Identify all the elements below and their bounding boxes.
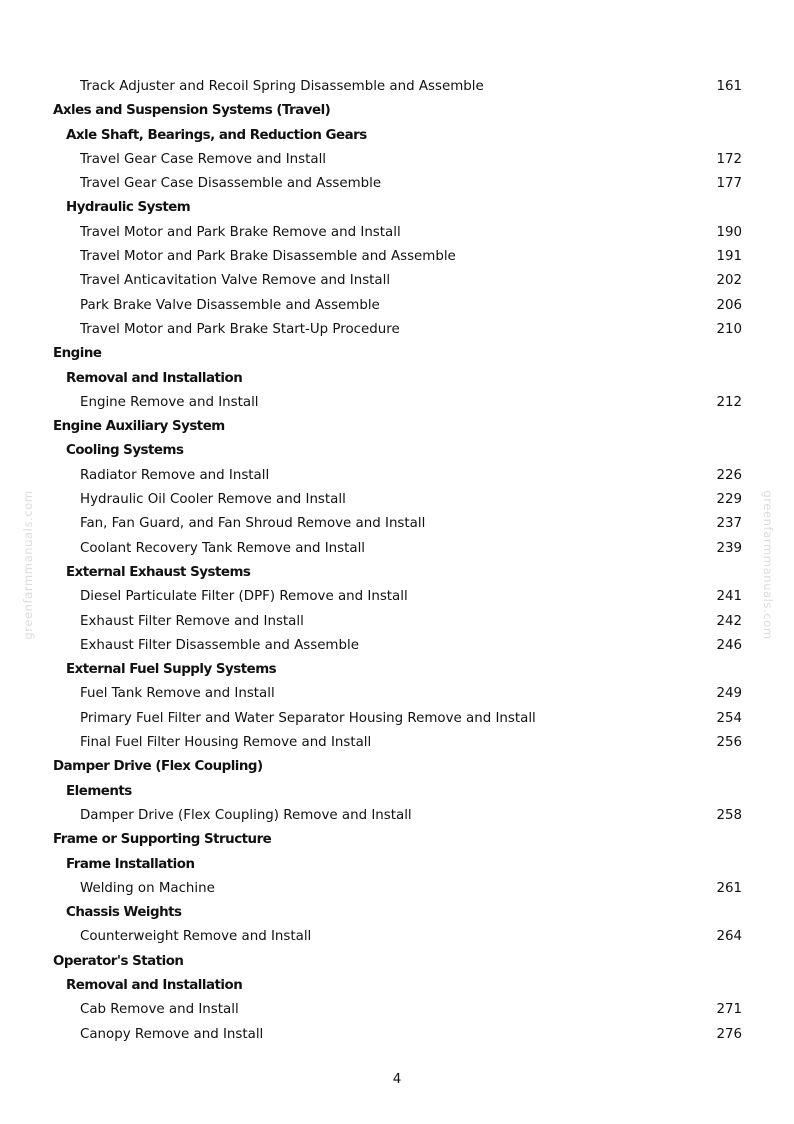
toc-entry[interactable]	[0, 464, 794, 488]
toc-entry-page: 256	[716, 735, 742, 751]
toc-entry-page: 239	[716, 540, 742, 556]
toc-entry[interactable]	[0, 172, 794, 196]
toc-entry-title: Travel Motor and Park Brake Start-Up Procedure	[80, 321, 400, 337]
toc-entry-title: Frame Installation	[66, 856, 195, 872]
toc-section-heading	[0, 828, 794, 852]
toc-subsection-heading	[0, 439, 794, 463]
toc-entry[interactable]	[0, 585, 794, 609]
toc-entry-page: 172	[716, 151, 742, 167]
toc-entry-title: Fan, Fan Guard, and Fan Shroud Remove and Install	[80, 516, 426, 532]
toc-entry-title: Removal and Installation	[66, 370, 243, 386]
watermark-right: greenfarmmanuals.com	[761, 490, 775, 640]
toc-section-heading	[0, 342, 794, 366]
toc-entry-page: 241	[716, 589, 742, 605]
toc-entry-title: Engine Auxiliary System	[53, 419, 225, 435]
toc-entry-title: Axle Shaft, Bearings, and Reduction Gears	[66, 127, 367, 143]
toc-entry-page: 242	[716, 613, 742, 629]
toc-entry-title: Cooling Systems	[66, 443, 184, 459]
toc-entry[interactable]	[0, 998, 794, 1022]
toc-entry[interactable]	[0, 391, 794, 415]
toc-subsection-heading	[0, 124, 794, 148]
toc-entry-page: 271	[716, 1002, 742, 1018]
toc-subsection-heading	[0, 196, 794, 220]
toc-entry-title: Operator's Station	[53, 953, 184, 969]
toc-entry-title: Damper Drive (Flex Coupling)	[53, 759, 263, 775]
toc-entry-page: 212	[716, 394, 742, 410]
toc-entry-title: Engine Remove and Install	[80, 394, 259, 410]
toc-entry[interactable]	[0, 318, 794, 342]
toc-entry-title: Welding on Machine	[80, 880, 215, 896]
toc-entry-page: 237	[716, 516, 742, 532]
toc-entry-title: Travel Gear Case Remove and Install	[80, 151, 327, 167]
toc-entry-title: Park Brake Valve Disassemble and Assemble	[80, 297, 380, 313]
toc-entry[interactable]	[0, 804, 794, 828]
toc-entry-title: Coolant Recovery Tank Remove and Install	[80, 540, 366, 556]
toc-entry-page: 191	[716, 249, 742, 265]
page-number: 4	[392, 1072, 402, 1087]
toc-entry[interactable]	[0, 269, 794, 293]
toc-entry-title: Primary Fuel Filter and Water Separator Housing Remove and Install	[80, 710, 536, 726]
toc-entry-title: Final Fuel Filter Housing Remove and Install	[80, 735, 372, 751]
toc-entry[interactable]	[0, 731, 794, 755]
toc-entry-title: Radiator Remove and Install	[80, 467, 270, 483]
toc-entry-title: Exhaust Filter Remove and Install	[80, 613, 304, 629]
toc-entry-title: Hydraulic Oil Cooler Remove and Install	[80, 492, 346, 508]
toc-entry-title: Chassis Weights	[66, 905, 182, 921]
toc-entry-page: 210	[716, 321, 742, 337]
toc-entry-title: Elements	[66, 783, 132, 799]
toc-entry[interactable]	[0, 294, 794, 318]
toc-entry-page: 254	[716, 710, 742, 726]
toc-entry-title: Hydraulic System	[66, 200, 191, 216]
toc-section-heading	[0, 950, 794, 974]
toc-entry-title: Travel Motor and Park Brake Disassemble and Assemble	[80, 249, 456, 265]
toc-entry[interactable]	[0, 707, 794, 731]
toc-entry[interactable]	[0, 75, 794, 99]
toc-entry-title: Travel Motor and Park Brake Remove and Install	[80, 224, 401, 240]
toc-entry-title: Diesel Particulate Filter (DPF) Remove and Install	[80, 589, 408, 605]
toc-subsection-heading	[0, 658, 794, 682]
toc-section-heading	[0, 415, 794, 439]
toc-entry-page: 246	[716, 637, 742, 653]
toc-subsection-heading	[0, 901, 794, 925]
toc-entry-title: Removal and Installation	[66, 977, 243, 993]
toc-entry[interactable]	[0, 488, 794, 512]
toc-subsection-heading	[0, 367, 794, 391]
toc-entry-page: 226	[716, 467, 742, 483]
toc-subsection-heading	[0, 561, 794, 585]
toc-entry-title: Counterweight Remove and Install	[80, 929, 312, 945]
toc-entry-title: External Fuel Supply Systems	[66, 662, 277, 678]
toc-entry-title: Travel Anticavitation Valve Remove and Install	[80, 273, 391, 289]
toc-entry-page: 264	[716, 929, 742, 945]
toc-entry-page: 229	[716, 492, 742, 508]
toc-entry-page: 161	[716, 79, 742, 94]
toc-entry-page: 202	[716, 273, 742, 289]
toc-entry-title: Cab Remove and Install	[80, 1002, 239, 1018]
toc-entry[interactable]	[0, 634, 794, 658]
toc-entry-title: External Exhaust Systems	[66, 564, 251, 580]
toc-subsection-heading	[0, 780, 794, 804]
toc-entry-page: 177	[716, 176, 742, 192]
toc-entry[interactable]	[0, 610, 794, 634]
toc-entry[interactable]	[0, 537, 794, 561]
toc-entry[interactable]	[0, 877, 794, 901]
toc-subsection-heading	[0, 974, 794, 998]
toc-section-heading	[0, 755, 794, 779]
toc-subsection-heading	[0, 853, 794, 877]
toc-entry-page: 261	[716, 880, 742, 896]
toc-entry[interactable]	[0, 221, 794, 245]
toc-entry-title: Track Adjuster and Recoil Spring Disassemble and Assemble	[80, 79, 484, 94]
toc-entry-page: 258	[716, 807, 742, 823]
toc-entry-title: Frame or Supporting Structure	[53, 832, 272, 848]
toc-entry[interactable]	[0, 245, 794, 269]
toc-entry-page: 249	[716, 686, 742, 702]
toc-entry[interactable]	[0, 1023, 794, 1047]
toc-entry-title: Travel Gear Case Disassemble and Assemble	[80, 176, 382, 192]
toc-entry[interactable]	[0, 925, 794, 949]
toc-entry-title: Canopy Remove and Install	[80, 1026, 264, 1042]
toc-entry-page: 206	[716, 297, 742, 313]
toc-entry[interactable]	[0, 512, 794, 536]
toc-entry-title: Axles and Suspension Systems (Travel)	[53, 103, 331, 119]
toc-entry-title: Fuel Tank Remove and Install	[80, 686, 275, 702]
table-of-contents	[0, 75, 794, 1047]
toc-section-heading	[0, 99, 794, 123]
toc-entry-page: 276	[716, 1026, 742, 1042]
toc-entry[interactable]	[0, 682, 794, 706]
toc-entry-title: Engine	[53, 346, 102, 362]
toc-entry-page: 190	[716, 224, 742, 240]
toc-entry[interactable]	[0, 148, 794, 172]
toc-entry-title: Damper Drive (Flex Coupling) Remove and Install	[80, 807, 412, 823]
watermark-left: greenfarmmanuals.com	[21, 490, 35, 640]
toc-entry-title: Exhaust Filter Disassemble and Assemble	[80, 637, 359, 653]
